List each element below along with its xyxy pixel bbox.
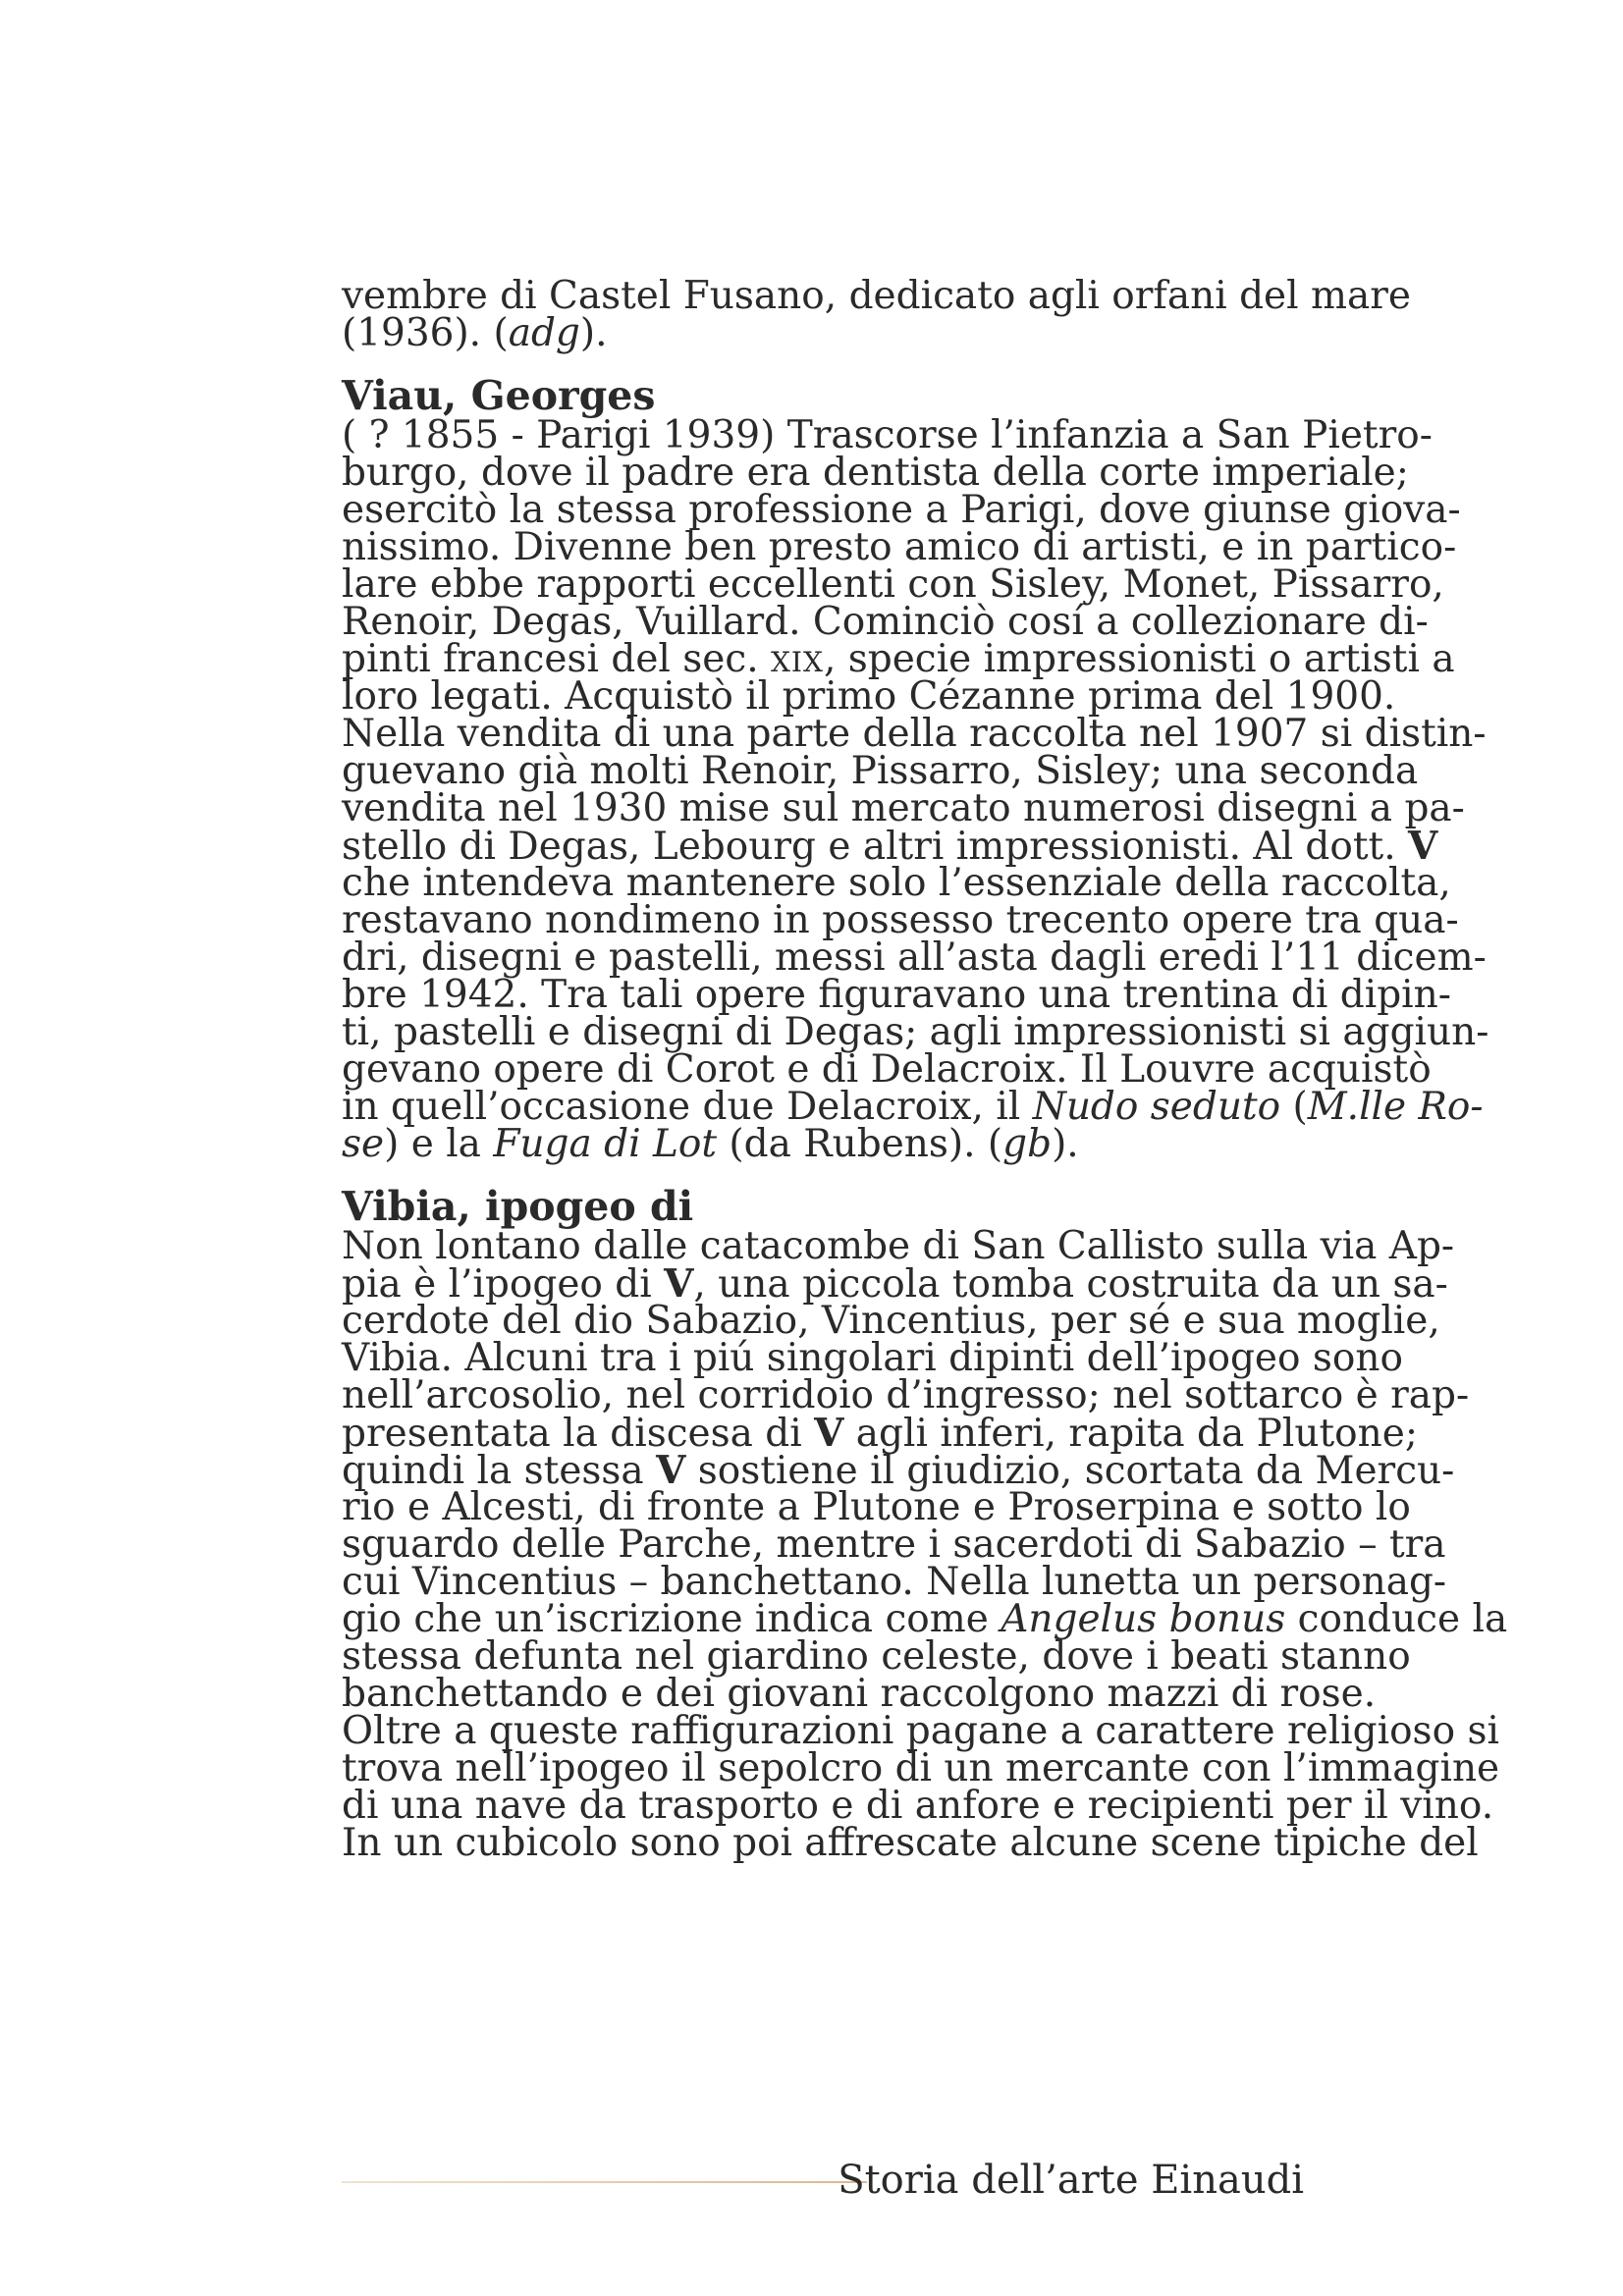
text-line: gio che un’iscrizione indica come Angelus bonus conduce la (342, 1597, 1508, 1641)
text-line: loro legati. Acquistò il primo Cézanne prima del 1900. (342, 674, 1396, 719)
entry-viau (342, 372, 1489, 1166)
text-line: restavano nondimeno in possesso trecento opere tra qua- (342, 898, 1459, 942)
text-line: rio e Alcesti, di fronte a Plutone e Proserpina e sotto lo (342, 1485, 1411, 1529)
text-line: vendita nel 1930 mise sul mercato numerosi disegni a pa- (342, 786, 1465, 830)
text-line: (1936). (adg). (342, 311, 608, 355)
text-line: Nella vendita di una parte della raccolta nel 1907 si distin- (342, 712, 1487, 756)
entry-vibia (342, 1183, 1508, 1865)
page-body (342, 274, 1508, 1865)
text-line: ti, pastelli e disegni di Degas; agli impressionisti si aggiun- (342, 1010, 1489, 1054)
entry-title: Vibia, ipogeo di (342, 1183, 694, 1230)
text-line: Renoir, Degas, Vuillard. Cominciò cosí a collezionare di- (342, 600, 1429, 644)
text-line: In un cubicolo sono poi affrescate alcune scene tipiche del (342, 1821, 1479, 1865)
text-line: pia è l’ipogeo di V, una piccola tomba costruita da un sa- (342, 1261, 1448, 1307)
text-line: cui Vincentius – banchettano. Nella lunetta un personag- (342, 1560, 1447, 1604)
text-line: se) e la Fuga di Lot (da Rubens). (gb). (342, 1122, 1079, 1166)
text-line: presentata la discesa di V agli inferi, rapita da Plutone; (342, 1411, 1418, 1456)
text-line: che intendeva mantenere solo l’essenziale della raccolta, (342, 861, 1451, 905)
text-line: guevano già molti Renoir, Pissarro, Sisley; una seconda (342, 749, 1419, 793)
text-line: ( ? 1855 - Parigi 1939) Trascorse l’infanzia a San Pietro- (342, 413, 1433, 457)
text-line: stello di Degas, Lebourg e altri impressionisti. Al dott. V (342, 824, 1438, 869)
text-line: sguardo delle Parche, mentre i sacerdoti di Sabazio – tra (342, 1522, 1446, 1567)
text-line: nell’arcosolio, nel corridoio d’ingresso; nel sottarco è rap- (342, 1373, 1470, 1417)
text-line: banchettando e dei giovani raccolgono mazzi di rose. (342, 1672, 1377, 1716)
footer-rule (342, 2181, 867, 2183)
page-footer (342, 2156, 1304, 2205)
footer-title: Storia dell’arte Einaudi (838, 2158, 1304, 2203)
text-line: trova nell’ipogeo il sepolcro di un mercante con l’immagine (342, 1746, 1500, 1790)
intro-paragraph (342, 274, 1411, 355)
text-line: lare ebbe rapporti eccellenti con Sisley, Monet, Pissarro, (342, 562, 1444, 607)
text-line: in quell’occasione due Delacroix, il Nudo seduto (M.lle Ro- (342, 1085, 1484, 1129)
text-line: dri, disegni e pastelli, messi all’asta dagli eredi l’11 dicem- (342, 935, 1487, 980)
text-line: di una nave da trasporto e di anfore e recipienti per il vino. (342, 1784, 1494, 1828)
text-line: Non lontano dalle catacombe di San Callisto sulla via Ap- (342, 1224, 1455, 1268)
text-line: gevano opere di Corot e di Delacroix. Il Louvre acquistò (342, 1047, 1432, 1092)
text-line: pinti francesi del sec. XIX, specie impressionisti o artisti a (342, 637, 1455, 681)
text-line: Oltre a queste raffigurazioni pagane a carattere religioso si (342, 1709, 1499, 1753)
text-line: esercitò la stessa professione a Parigi, dove giunse giova- (342, 488, 1461, 532)
text-line: stessa defunta nel giardino celeste, dove i beati stanno (342, 1634, 1411, 1679)
text-line: cerdote del dio Sabazio, Vincentius, per sé e sua moglie, (342, 1299, 1440, 1343)
entry-title: Viau, Georges (342, 372, 656, 419)
text-line: Vibia. Alcuni tra i piú singolari dipinti dell’ipogeo sono (342, 1336, 1403, 1380)
text-line: bre 1942. Tra tali opere figuravano una trentina di dipin- (342, 973, 1451, 1017)
text-line: burgo, dove il padre era dentista della corte imperiale; (342, 451, 1409, 495)
text-line: nissimo. Divenne ben presto amico di artisti, e in partico- (342, 525, 1457, 569)
text-line: vembre di Castel Fusano, dedicato agli orfani del mare (342, 274, 1411, 318)
text-line: quindi la stessa V sostiene il giudizio, scortata da Mercu- (342, 1448, 1455, 1493)
